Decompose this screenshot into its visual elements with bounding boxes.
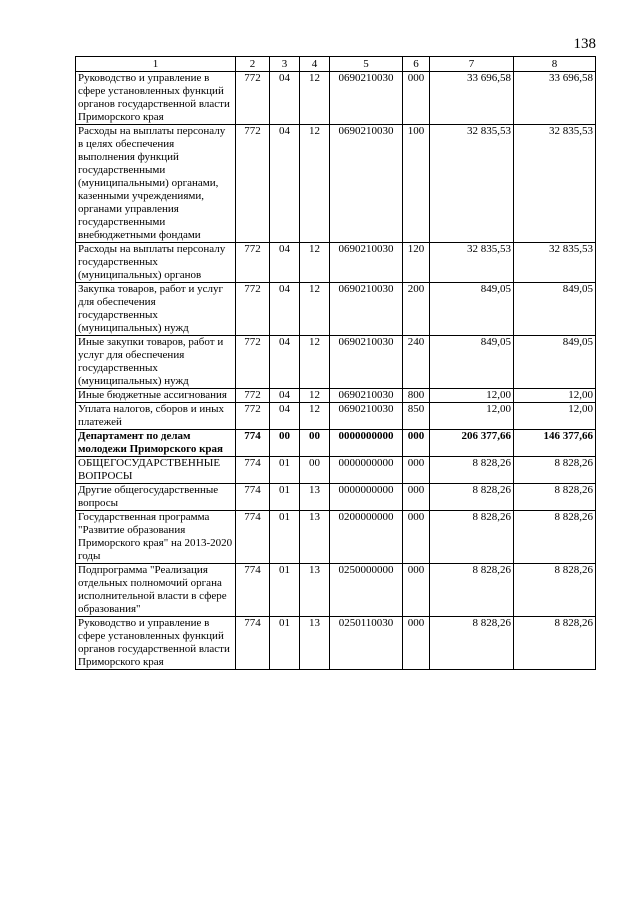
page-number: 138 — [573, 36, 596, 52]
amount-cell: 33 696,58 — [430, 72, 514, 125]
code-cell: 0690210030 — [330, 336, 403, 389]
row-name-cell: Иные бюджетные ассигнования — [76, 389, 236, 403]
amount-cell: 8 828,26 — [430, 511, 514, 564]
code-cell: 772 — [236, 336, 270, 389]
code-cell: 774 — [236, 617, 270, 670]
row-name-cell: Расходы на выплаты персоналу государственных (муниципальных) органов — [76, 243, 236, 283]
code-cell: 0250000000 — [330, 564, 403, 617]
code-cell: 12 — [300, 389, 330, 403]
code-cell: 0200000000 — [330, 511, 403, 564]
amount-cell: 32 835,53 — [514, 125, 596, 243]
table-row — [76, 125, 596, 243]
code-cell: 00 — [300, 457, 330, 484]
code-cell: 000 — [403, 457, 430, 484]
amount-cell: 32 835,53 — [430, 125, 514, 243]
table-row — [76, 484, 596, 511]
table-row — [76, 617, 596, 670]
row-name-cell: Уплата налогов, сборов и иных платежей — [76, 403, 236, 430]
code-cell: 200 — [403, 283, 430, 336]
code-cell: 01 — [270, 511, 300, 564]
row-name-cell: Расходы на выплаты персоналу в целях обеспечения выполнения функций государственными (муниципальными) органами, казенными учреждениями, органами управления государственными внебюджетными фондами — [76, 125, 236, 243]
code-cell: 000 — [403, 72, 430, 125]
code-cell: 04 — [270, 243, 300, 283]
amount-cell: 8 828,26 — [430, 564, 514, 617]
code-cell: 04 — [270, 403, 300, 430]
code-cell: 0690210030 — [330, 389, 403, 403]
code-cell: 000 — [403, 511, 430, 564]
code-cell: 100 — [403, 125, 430, 243]
row-name-cell: Руководство и управление в сфере установленных функций органов государственной власти Приморского края — [76, 617, 236, 670]
code-cell: 00 — [270, 430, 300, 457]
amount-cell: 8 828,26 — [430, 617, 514, 670]
row-name-cell: Государственная программа "Развитие образования Приморского края" на 2013-2020 годы — [76, 511, 236, 564]
amount-cell: 32 835,53 — [430, 243, 514, 283]
code-cell: 774 — [236, 484, 270, 511]
column-header: 8 — [514, 57, 596, 72]
code-cell: 772 — [236, 283, 270, 336]
code-cell: 000 — [403, 484, 430, 511]
table-row — [76, 243, 596, 283]
code-cell: 774 — [236, 564, 270, 617]
amount-cell: 8 828,26 — [514, 511, 596, 564]
code-cell: 0000000000 — [330, 430, 403, 457]
table-row — [76, 511, 596, 564]
amount-cell: 849,05 — [430, 283, 514, 336]
budget-table — [75, 56, 596, 670]
code-cell: 13 — [300, 564, 330, 617]
table-row — [76, 564, 596, 617]
column-header: 1 — [76, 57, 236, 72]
amount-cell: 12,00 — [430, 403, 514, 430]
amount-cell: 8 828,26 — [514, 617, 596, 670]
column-header: 3 — [270, 57, 300, 72]
code-cell: 0000000000 — [330, 484, 403, 511]
amount-cell: 146 377,66 — [514, 430, 596, 457]
amount-cell: 33 696,58 — [514, 72, 596, 125]
amount-cell: 32 835,53 — [514, 243, 596, 283]
code-cell: 000 — [403, 564, 430, 617]
code-cell: 12 — [300, 243, 330, 283]
code-cell: 0690210030 — [330, 72, 403, 125]
code-cell: 772 — [236, 125, 270, 243]
table-body — [76, 72, 596, 670]
table-row — [76, 72, 596, 125]
table-row — [76, 336, 596, 389]
row-name-cell: Закупка товаров, работ и услуг для обеспечения государственных (муниципальных) нужд — [76, 283, 236, 336]
code-cell: 12 — [300, 72, 330, 125]
code-cell: 04 — [270, 125, 300, 243]
code-cell: 0250110030 — [330, 617, 403, 670]
code-cell: 0000000000 — [330, 457, 403, 484]
column-header: 4 — [300, 57, 330, 72]
code-cell: 04 — [270, 336, 300, 389]
table-row — [76, 457, 596, 484]
amount-cell: 206 377,66 — [430, 430, 514, 457]
code-cell: 120 — [403, 243, 430, 283]
code-cell: 000 — [403, 430, 430, 457]
column-header: 7 — [430, 57, 514, 72]
column-header: 5 — [330, 57, 403, 72]
table-row — [76, 389, 596, 403]
code-cell: 13 — [300, 511, 330, 564]
amount-cell: 12,00 — [430, 389, 514, 403]
row-name-cell: Иные закупки товаров, работ и услуг для обеспечения государственных (муниципальных) нужд — [76, 336, 236, 389]
code-cell: 04 — [270, 72, 300, 125]
code-cell: 12 — [300, 403, 330, 430]
code-cell: 0690210030 — [330, 283, 403, 336]
code-cell: 800 — [403, 389, 430, 403]
code-cell: 01 — [270, 457, 300, 484]
amount-cell: 8 828,26 — [430, 457, 514, 484]
code-cell: 774 — [236, 430, 270, 457]
code-cell: 13 — [300, 617, 330, 670]
code-cell: 772 — [236, 389, 270, 403]
code-cell: 01 — [270, 617, 300, 670]
amount-cell: 8 828,26 — [514, 484, 596, 511]
code-cell: 774 — [236, 457, 270, 484]
code-cell: 12 — [300, 125, 330, 243]
code-cell: 00 — [300, 430, 330, 457]
row-name-cell: Другие общегосударственные вопросы — [76, 484, 236, 511]
code-cell: 01 — [270, 564, 300, 617]
table-header-row — [76, 57, 596, 72]
code-cell: 12 — [300, 283, 330, 336]
amount-cell: 849,05 — [430, 336, 514, 389]
row-name-cell: ОБЩЕГОСУДАРСТВЕННЫЕ ВОПРОСЫ — [76, 457, 236, 484]
amount-cell: 12,00 — [514, 403, 596, 430]
amount-cell: 849,05 — [514, 283, 596, 336]
column-header: 6 — [403, 57, 430, 72]
column-header: 2 — [236, 57, 270, 72]
code-cell: 240 — [403, 336, 430, 389]
row-name-cell: Подпрограмма "Реализация отдельных полномочий органа исполнительной власти в сфере образования" — [76, 564, 236, 617]
amount-cell: 849,05 — [514, 336, 596, 389]
table-row — [76, 430, 596, 457]
amount-cell: 8 828,26 — [430, 484, 514, 511]
code-cell: 000 — [403, 617, 430, 670]
code-cell: 772 — [236, 403, 270, 430]
code-cell: 772 — [236, 72, 270, 125]
code-cell: 13 — [300, 484, 330, 511]
code-cell: 01 — [270, 484, 300, 511]
code-cell: 850 — [403, 403, 430, 430]
amount-cell: 12,00 — [514, 389, 596, 403]
amount-cell: 8 828,26 — [514, 457, 596, 484]
code-cell: 04 — [270, 389, 300, 403]
code-cell: 04 — [270, 283, 300, 336]
code-cell: 0690210030 — [330, 125, 403, 243]
table-row — [76, 283, 596, 336]
code-cell: 772 — [236, 243, 270, 283]
amount-cell: 8 828,26 — [514, 564, 596, 617]
code-cell: 0690210030 — [330, 403, 403, 430]
row-name-cell: Департамент по делам молодежи Приморского края — [76, 430, 236, 457]
table-row — [76, 403, 596, 430]
code-cell: 774 — [236, 511, 270, 564]
code-cell: 12 — [300, 336, 330, 389]
code-cell: 0690210030 — [330, 243, 403, 283]
row-name-cell: Руководство и управление в сфере установленных функций органов государственной власти Приморского края — [76, 72, 236, 125]
